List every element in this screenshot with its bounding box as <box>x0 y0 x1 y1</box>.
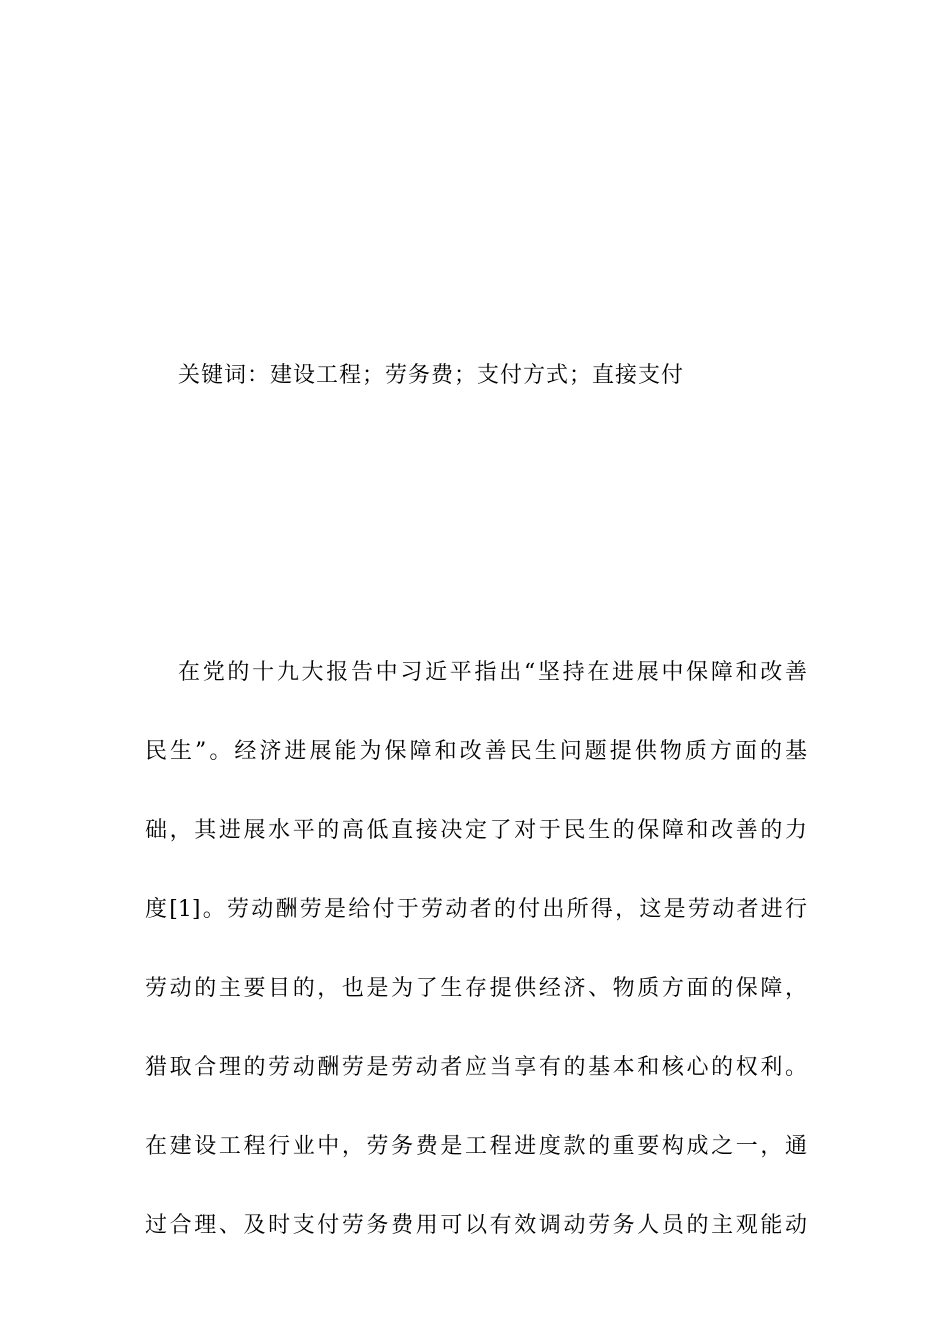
paragraph-line: 过合理、及时支付劳务费用可以有效调动劳务人员的主观能动 <box>145 1213 807 1238</box>
paragraph-line: 础，其进展水平的高低直接决定了对于民生的保障和改善的力 <box>145 818 807 843</box>
paragraph-line: 猎取合理的劳动酬劳是劳动者应当享有的基本和核心的权利。 <box>145 1055 807 1080</box>
paragraph-line: 度[1]。劳动酬劳是给付于劳动者的付出所得，这是劳动者进行 <box>145 897 807 922</box>
body-paragraph <box>145 653 807 1285</box>
paragraph-line: 民生”。经济进展能为保障和改善民生问题提供物质方面的基 <box>145 739 807 764</box>
paragraph-line: 在建设工程行业中，劳务费是工程进度款的重要构成之一，通 <box>145 1134 807 1159</box>
keywords-line: 关键词：建设工程；劳务费；支付方式；直接支付 <box>178 363 685 388</box>
paragraph-line: 劳动的主要目的，也是为了生存提供经济、物质方面的保障， <box>145 976 807 1001</box>
paragraph-line: 在党的十九大报告中习近平指出“坚持在进展中保障和改善 <box>178 660 807 685</box>
